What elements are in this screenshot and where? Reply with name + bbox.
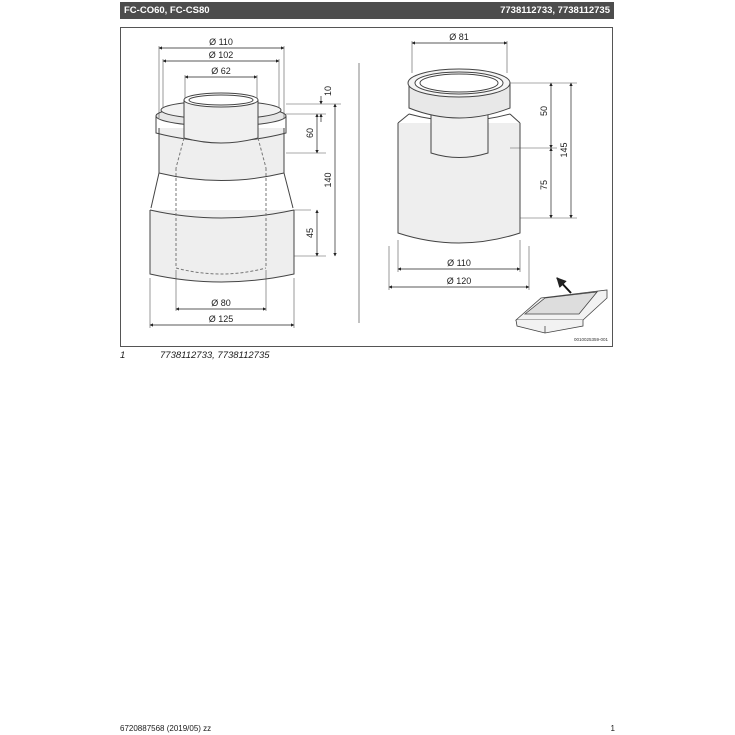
left-inner-bottom-diameter: Ø 80 xyxy=(211,298,231,308)
left-outer-bottom-diameter: Ø 125 xyxy=(208,314,234,324)
right-body-diameter: Ø 110 xyxy=(447,258,471,268)
packaging-box-icon xyxy=(516,290,607,333)
right-lower-height: 75 xyxy=(539,179,549,191)
right-top-diameter: Ø 81 xyxy=(449,32,469,42)
right-adapter-drawing xyxy=(389,41,577,290)
insert-direction-arrow-icon xyxy=(557,278,571,293)
caption-text: 7738112733, 7738112735 xyxy=(160,350,270,361)
right-total-height: 145 xyxy=(559,142,569,158)
header-part-numbers: 7738112733, 7738112735 xyxy=(500,5,610,16)
technical-drawing-frame xyxy=(120,27,613,347)
left-inner-top-diameter: Ø 62 xyxy=(211,66,231,76)
left-total-height: 140 xyxy=(323,172,333,188)
left-outer-top-diameter: Ø 110 xyxy=(209,37,233,47)
caption-number: 1 xyxy=(120,350,126,361)
technical-drawing xyxy=(121,28,614,348)
image-code: 0010025359-001 xyxy=(573,337,608,342)
left-mid-top-diameter: Ø 102 xyxy=(208,50,234,60)
left-lower-height: 45 xyxy=(305,227,315,239)
right-bottom-diameter: Ø 120 xyxy=(446,276,472,286)
left-upper-height: 60 xyxy=(305,127,315,139)
left-ring-height: 10 xyxy=(323,85,333,97)
footer-page-number: 1 xyxy=(610,724,615,733)
left-adapter-drawing xyxy=(150,46,341,328)
header-bar xyxy=(120,2,614,19)
header-model-title: FC-CO60, FC-CS80 xyxy=(124,5,210,16)
footer-doc-id: 6720887568 (2019/05) zz xyxy=(120,724,212,733)
right-upper-height: 50 xyxy=(539,105,549,117)
